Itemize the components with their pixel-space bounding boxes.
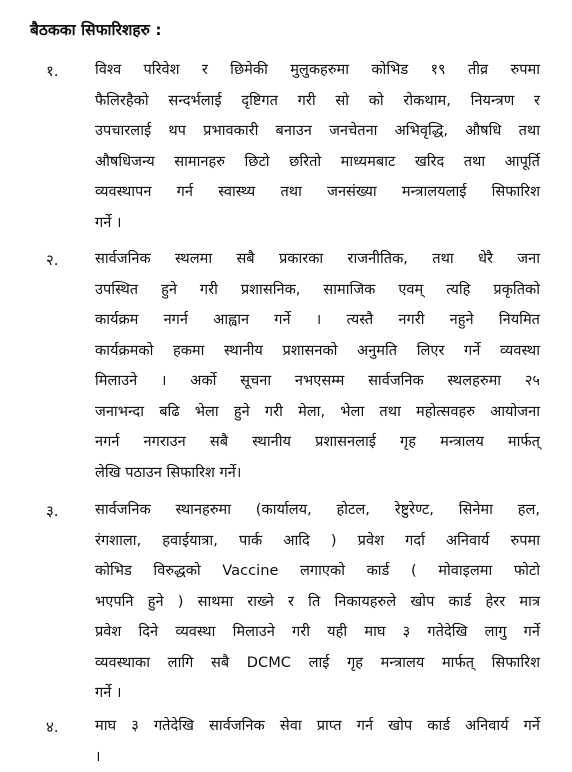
text-line: सार्वजनिक स्थलमा सबै प्रकारका राजनीतिक, तथा धेरै जना [95, 244, 540, 275]
text-line: कार्यक्रमको हकमा स्थानीय प्रशासनको अनुमति लिएर गर्ने व्यवस्था [95, 336, 540, 367]
text-line: उपस्थित हुने गरी प्रशासनिक, सामाजिक एवम् त्यहि प्रकृतिको [95, 275, 540, 306]
text-line: मिलाउने । अर्को सूचना नभएसम्म सार्वजनिक स्थलहरुमा २५ [95, 366, 540, 397]
text-line: प्रवेश दिने व्यवस्था मिलाउने गरी यही माघ ३ गतेदेखि लागु गर्ने [95, 617, 540, 648]
text-line: कार्यक्रम नगर्न आह्वान गर्ने । त्यस्तै नगरी नहुने नियमित [95, 305, 540, 336]
item-text [95, 55, 540, 238]
text-line: सार्वजनिक स्थानहरुमा (कार्यालय, होटल, रेष्टुरेण्ट, सिनेमा हल, [95, 495, 540, 526]
text-line: कोभिड विरुद्धको Vaccine लगाएको कार्ड ( मोवाइलमा फोटो [95, 556, 540, 587]
text-line: लेखि पठाउन सिफारिश गर्ने। [95, 458, 540, 489]
text-line: फैलिरहैको सन्दर्भलाई दृष्टिगत गरी सो को रोकथाम, नियन्त्रण र [95, 86, 540, 117]
text-line: उपचारलाई थप प्रभावकारी बनाउन जनचेतना अभिवृद्धि, औषधि तथा [95, 116, 540, 147]
text-line: औषधिजन्य सामानहरु छिटो छरितो माध्यमबाट खरिद तथा आपूर्ति [95, 147, 540, 178]
text-line: माघ ३ गतेदेखि सार्वजनिक सेवा प्राप्त गर्न खोप कार्ड अनिवार्य गर्ने [95, 711, 540, 742]
item-text [95, 244, 540, 488]
item-text [95, 495, 540, 709]
text-line: । [95, 742, 540, 772]
text-line: रंगशाला, हवाईयात्रा, पार्क आदि ) प्रवेश गर्दा अनिवार्य रुपमा [95, 526, 540, 557]
text-line: व्यवस्थाका लागि सबै DCMC लाई गृह मन्त्रालय मार्फत् सिफारिश [95, 648, 540, 679]
page-heading: बैठकका सिफारिशहरु : [30, 18, 162, 40]
text-line: गर्ने । [95, 208, 540, 239]
text-line: जनाभन्दा बढि भेला हुने गरी मेला, भेला तथा महोत्सवहरु आयोजना [95, 397, 540, 428]
item-number: २. [46, 250, 59, 270]
item-number: ३. [46, 501, 59, 521]
text-line: विश्व परिवेश र छिमेकी मुलुकहरुमा कोभिड १९ तीव्र रुपमा [95, 55, 540, 86]
text-line: भएपनि हुने ) साथमा राख्ने र ति निकायहरुले खोप कार्ड हेरर मात्र [95, 587, 540, 618]
text-line: गर्ने । [95, 678, 540, 709]
item-number: १. [46, 61, 59, 81]
item-number: ४. [46, 717, 59, 737]
text-line: नगर्न नगराउन सबै स्थानीय प्रशासनलाई गृह मन्त्रालय मार्फत् [95, 427, 540, 458]
text-line: व्यवस्थापन गर्न स्वास्थ्य तथा जनसंख्या मन्त्रालयलाई सिफारिश [95, 177, 540, 208]
item-text [95, 711, 540, 772]
